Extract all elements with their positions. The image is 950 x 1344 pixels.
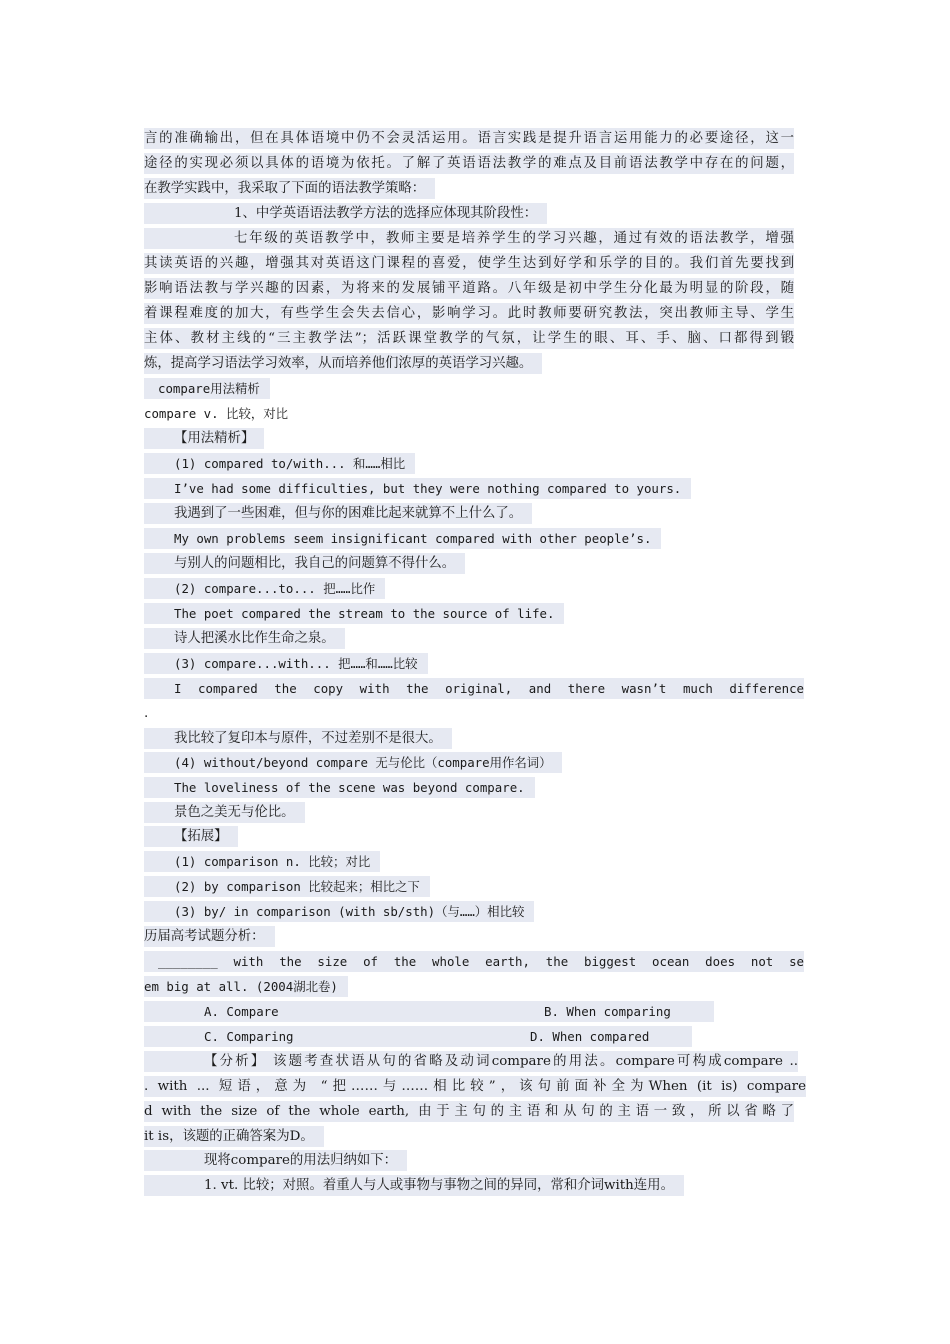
exam-heading: 历届高考试题分析： (144, 926, 275, 947)
paragraph-line: 炼，提高学习语法学习效率，从而培养他们浓厚的英语学习兴趣。 (144, 353, 542, 374)
paragraph-line: 途径的实现必须以具体的语境为依托。了解了英语语法教学的难点及目前语法教学中存在的问题， (144, 153, 794, 174)
usage-item-2: (2) compare...to... 把……比作 (144, 578, 385, 599)
paragraph-line: 影响语法教与学兴趣的因素，为将来的发展铺平道路。八年级是初中学生分化最为明显的阶段，随 (144, 278, 794, 299)
paragraph-line: 其读英语的兴趣，增强其对英语这门课程的喜爱，使学生达到好学和乐学的目的。我们首先要找到 (144, 253, 794, 274)
paragraph-line: 着课程难度的加大，有些学生会失去信心，影响学习。此时教师要研究教法，突出教师主导、学生 (144, 303, 794, 324)
extension-item: (2) by comparison 比较起来；相比之下 (144, 876, 430, 897)
paragraph-line: 言的准确输出，但在具体语境中仍不会灵活运用。语言实践是提升语言运用能力的必要途径，这一 (144, 128, 794, 149)
section-heading: 1、中学英语语法教学方法的选择应体现其阶段性： (144, 203, 547, 224)
analysis-line: 【分析】 该题考查状语从句的省略及动词compare的用法。compare可构成compare .. (144, 1051, 798, 1072)
example-cn: 我比较了复印本与原件，不过差别不是很大。 (144, 728, 452, 749)
example-cn: 我遇到了一些困难，但与你的困难比起来就算不上什么了。 (144, 503, 532, 524)
usage-item-4: (4) without/beyond compare 无与伦比（compare用作名词） (144, 752, 562, 773)
usage-heading: 【用法精析】 (144, 428, 264, 449)
example-cn: 诗人把溪水比作生命之泉。 (144, 628, 345, 649)
exam-question: em big at all. (2004湖北卷) (144, 976, 348, 997)
usage-item-3: (3) compare...with... 把……和……比较 (144, 653, 428, 674)
example-en: The poet compared the stream to the source of life. (144, 603, 564, 624)
exam-question: ________ with the size of the whole earth, the biggest ocean does not se (144, 951, 804, 972)
extension-item: (3) by/ in comparison (with sb/sth)（与……）相比较 (144, 901, 534, 922)
paragraph-line: 主体、教材主线的“三主教学法”；活跃课堂教学的气氛，让学生的眼、耳、手、脑、口都得到锻 (144, 328, 794, 349)
option-c: C. Comparing (204, 1029, 294, 1044)
option-row (144, 1026, 692, 1047)
compare-title: compare用法精析 (144, 378, 270, 399)
summary-intro: 现将compare的用法归纳如下： (144, 1150, 407, 1171)
analysis-line: it is，该题的正确答案为D。 (144, 1126, 324, 1147)
example-cn: 景色之美无与伦比。 (144, 802, 305, 823)
option-d: D. When compared (530, 1029, 650, 1044)
paragraph-line: 在教学实践中，我采取了下面的语法教学策略： (144, 178, 435, 199)
option-b: B. When comparing (544, 1004, 671, 1019)
option-a: A. Compare (204, 1004, 279, 1019)
summary-item: 1. vt. 比较；对照。着重人与人或事物与事物之间的异同，常和介词with连用。 (144, 1175, 684, 1196)
example-en: My own problems seem insignificant compared with other people’s. (144, 528, 661, 549)
analysis-line: d with the size of the whole earth, 由于主句的主语和从句的主语一致，所以省略了 (144, 1101, 794, 1122)
paragraph-line: 七年级的英语教学中，教师主要是培养学生的学习兴趣，通过有效的语法教学，增强 (144, 228, 794, 249)
option-row (144, 1001, 714, 1022)
example-en-continuation: . (144, 706, 149, 721)
compare-definition: compare v. 比较，对比 (144, 406, 289, 421)
example-cn: 与别人的问题相比，我自己的问题算不得什么。 (144, 553, 465, 574)
usage-item-1: (1) compared to/with... 和……相比 (144, 453, 415, 474)
example-en: I’ve had some difficulties, but they were nothing compared to yours. (144, 478, 691, 499)
example-en: The loveliness of the scene was beyond compare. (144, 777, 535, 798)
extension-item: (1) comparison n. 比较；对比 (144, 851, 380, 872)
analysis-line: . with ... 短语，意为 “把……与……相比较”，该句前面补全为When (it is) compare (144, 1076, 806, 1097)
example-en: I compared the copy with the original, and there wasn’t much difference (144, 678, 804, 699)
extension-heading: 【拓展】 (144, 826, 238, 847)
